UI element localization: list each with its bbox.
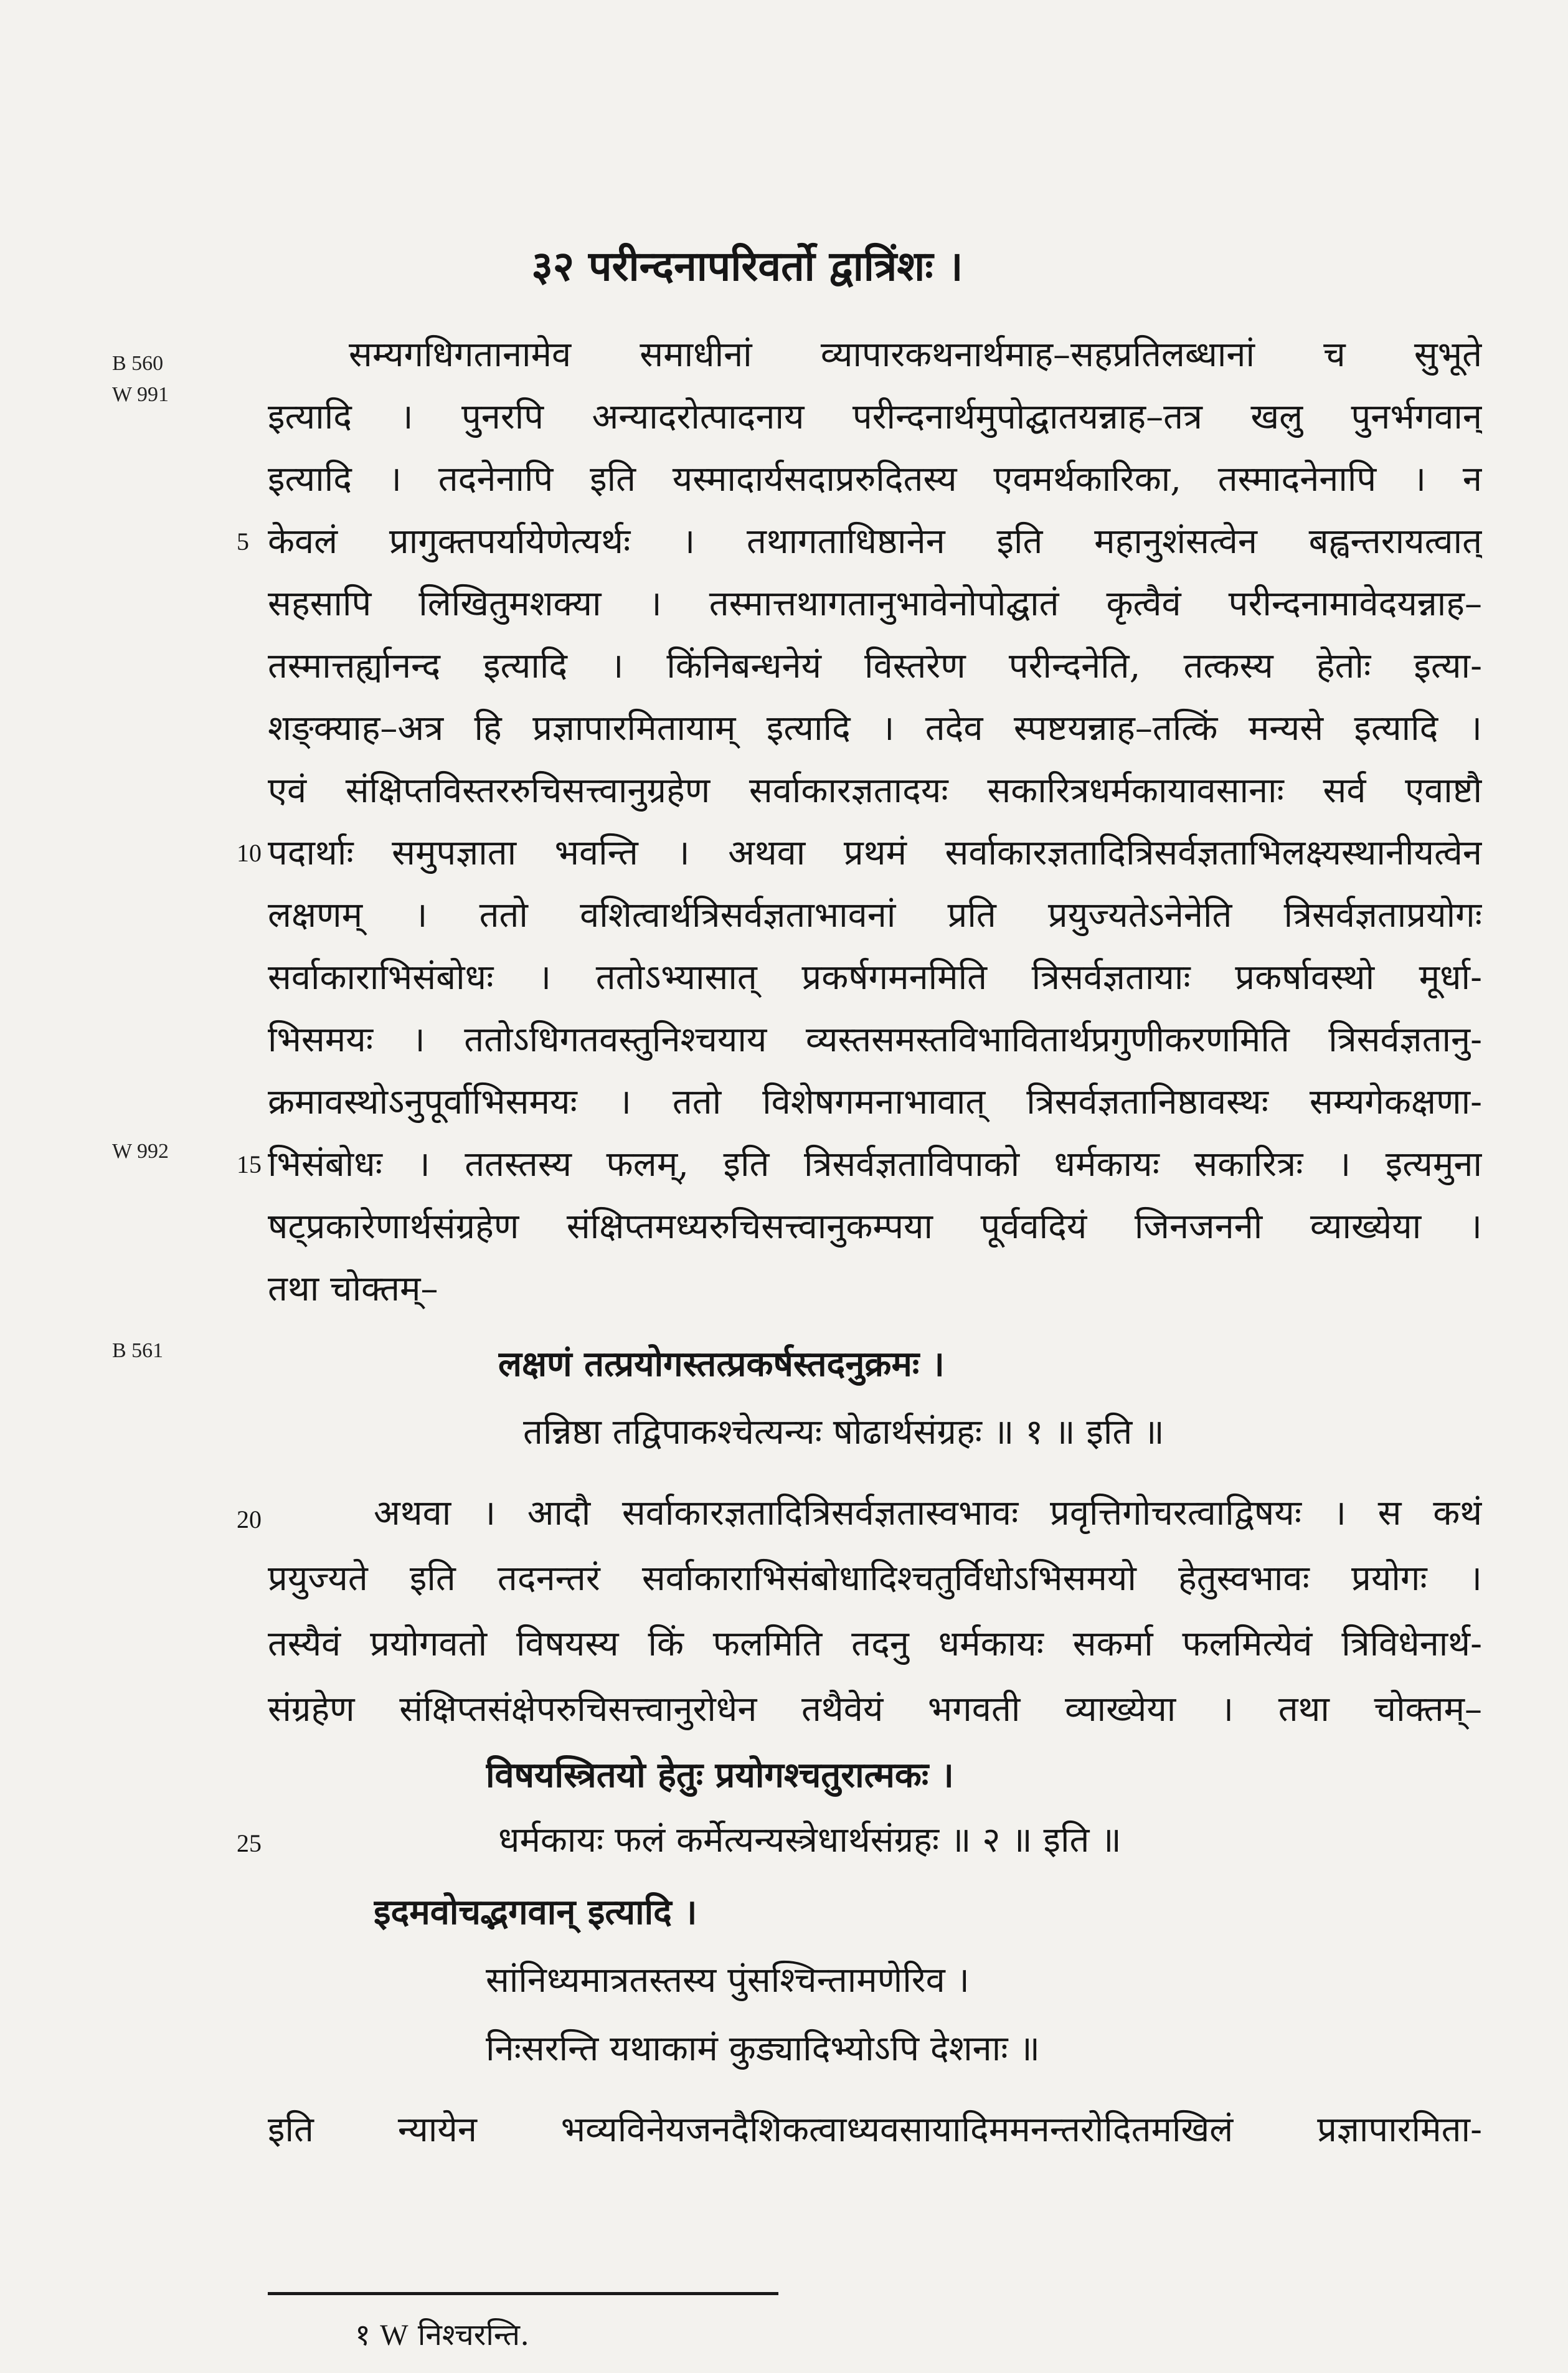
verse-line: विषयस्त्रितयो हेतुः प्रयोगश्चतुरात्मकः । [486, 1755, 954, 1796]
text-line: शङ्क्याह–अत्र हि प्रज्ञापारमितायाम् इत्यादि । तदेव स्पष्टयन्नाह–तत्किं मन्यसे इत्यादि । [268, 708, 1482, 749]
text-line: एवं संक्षिप्तविस्तररुचिसत्त्वानुग्रहेण सर्वाकारज्ञतादयः सकारित्रधर्मकायावसानाः सर्व एवाष्टौ [268, 770, 1482, 811]
text-line: इति न्यायेन भव्यविनेयजनदैशिकत्वाध्यवसायादिममनन्तरोदितमखिलं प्रज्ञापारमिता- [268, 2110, 1482, 2150]
text-line: क्रमावस्थोऽनुपूर्वाभिसमयः । ततो विशेषगमनाभावात् त्रिसर्वज्ञतानिष्ठावस्थः सम्यगेकक्षणा- [268, 1082, 1482, 1122]
line-number-15: 15 [237, 1150, 262, 1178]
text-line: केवलं प्रागुक्तपर्यायेणेत्यर्थः । तथागताधिष्ठानेन इति महानुशंसत्वेन बह्वन्तरायत्वात् [268, 521, 1482, 562]
lemma-line: इदमवोचद्भगवान् इत्यादि । [374, 1892, 697, 1933]
footnote-source: W [380, 2319, 409, 2352]
footnote-number: १ [355, 2318, 371, 2352]
margin-ref-b560: B 560 [112, 352, 164, 375]
text-line: तथा चोक्तम्– [268, 1269, 438, 1309]
text-line: संग्रहेण संक्षिप्तसंक्षेपरुचिसत्त्वानुरोधेन तथैवेयं भगवती व्याख्येया । तथा चोक्तम्– [268, 1689, 1482, 1730]
text-line: लक्षणम् । ततो वशित्वार्थत्रिसर्वज्ञताभावनां प्रति प्रयुज्यतेऽनेनेति त्रिसर्वज्ञताप्रयोगः [268, 895, 1482, 935]
text-line: भिसंबोधः । ततस्तस्य फलम्, इति त्रिसर्वज्ञताविपाको धर्मकायः सकारित्रः । इत्यमुना [268, 1144, 1482, 1185]
text-line: सम्यगधिगतानामेव समाधीनां व्यापारकथनार्थमाह–सहप्रतिलब्धानां च सुभूते [349, 334, 1482, 375]
text-line: इत्यादि । पुनरपि अन्यादरोत्पादनाय परीन्दनार्थमुपोद्घातयन्नाह–तत्र खलु पुनर्भगवान् [268, 397, 1482, 437]
verse-line: धर्मकायः फलं कर्मेत्यन्यस्त्रेधार्थसंग्रहः ॥ २ ॥ इति ॥ [498, 1820, 1122, 1860]
chapter-title: ३२ परीन्दनापरिवर्तो द्वात्रिंशः । [531, 242, 963, 290]
text-line: तस्यैवं प्रयोगवतो विषयस्य किं फलमिति तदनु धर्मकायः सकर्मा फलमित्येवं त्रिविधेनार्थ- [268, 1624, 1482, 1664]
line-number-25: 25 [237, 1829, 262, 1857]
text-line: षट्प्रकारेणार्थसंग्रहेण संक्षिप्तमध्यरुचिसत्त्वानुकम्पया पूर्ववदियं जिनजननी व्याख्येया । [268, 1206, 1482, 1247]
margin-ref-w992: W 992 [112, 1140, 169, 1163]
footnote-reading: निश्चरन्ति. [417, 2318, 530, 2352]
verse-line: सांनिध्यमात्रतस्तस्य पुंसश्चिन्तामणेरिव । [486, 1960, 970, 2001]
footnote-rule [268, 2292, 778, 2295]
text-line: प्रयुज्यते इति तदनन्तरं सर्वाकाराभिसंबोधादिश्चतुर्विधोऽभिसमयो हेतुस्वभावः प्रयोगः । [268, 1558, 1482, 1599]
text-line: तस्मात्तर्ह्यानन्द इत्यादि । किंनिबन्धनेयं विस्तरेण परीन्दनेति, तत्कस्य हेतोः इत्या- [268, 646, 1482, 686]
line-number-10: 10 [237, 839, 262, 867]
text-line: इत्यादि । तदनेनापि इति यस्मादार्यसदाप्ररुदितस्य एवमर्थकारिका, तस्मादनेनापि । न [268, 459, 1482, 500]
verse-line: लक्षणं तत्प्रयोगस्तत्प्रकर्षस्तदनुक्रमः । [498, 1343, 945, 1385]
footnote [355, 2314, 529, 2354]
text-line: भिसमयः । ततोऽधिगतवस्तुनिश्चयाय व्यस्तसमस्तविभावितार्थप्रगुणीकरणमिति त्रिसर्वज्ञतानु- [268, 1020, 1482, 1060]
verse-line: तन्निष्ठा तद्विपाकश्चेत्यन्यः षोढार्थसंग्रहः ॥ १ ॥ इति ॥ [523, 1412, 1164, 1452]
text-line: अथवा । आदौ सर्वाकारज्ञतादित्रिसर्वज्ञतास्वभावः प्रवृत्तिगोचरत्वाद्विषयः । स कथं [374, 1493, 1482, 1533]
margin-ref-b561: B 561 [112, 1339, 164, 1362]
margin-ref-w991: W 991 [112, 383, 169, 406]
text-line: सहसापि लिखितुमशक्या । तस्मात्तथागतानुभावेनोपोद्घातं कृत्वैवं परीन्दनामावेदयन्नाह– [268, 584, 1482, 624]
text-line: सर्वाकाराभिसंबोधः । ततोऽभ्यासात् प्रकर्षगमनमिति त्रिसर्वज्ञतायाः प्रकर्षावस्थो मूर्धा- [268, 957, 1482, 998]
line-number-5: 5 [237, 528, 249, 556]
verse-line: निःसरन्ति यथाकामं कुड्यादिभ्योऽपि देशनाः ॥ [486, 2029, 1040, 2069]
line-number-20: 20 [237, 1505, 262, 1533]
text-line: पदार्थाः समुपज्ञाता भवन्ति । अथवा प्रथमं सर्वाकारज्ञतादित्रिसर्वज्ञताभिलक्ष्यस्थानीयत्वेन [268, 833, 1482, 873]
